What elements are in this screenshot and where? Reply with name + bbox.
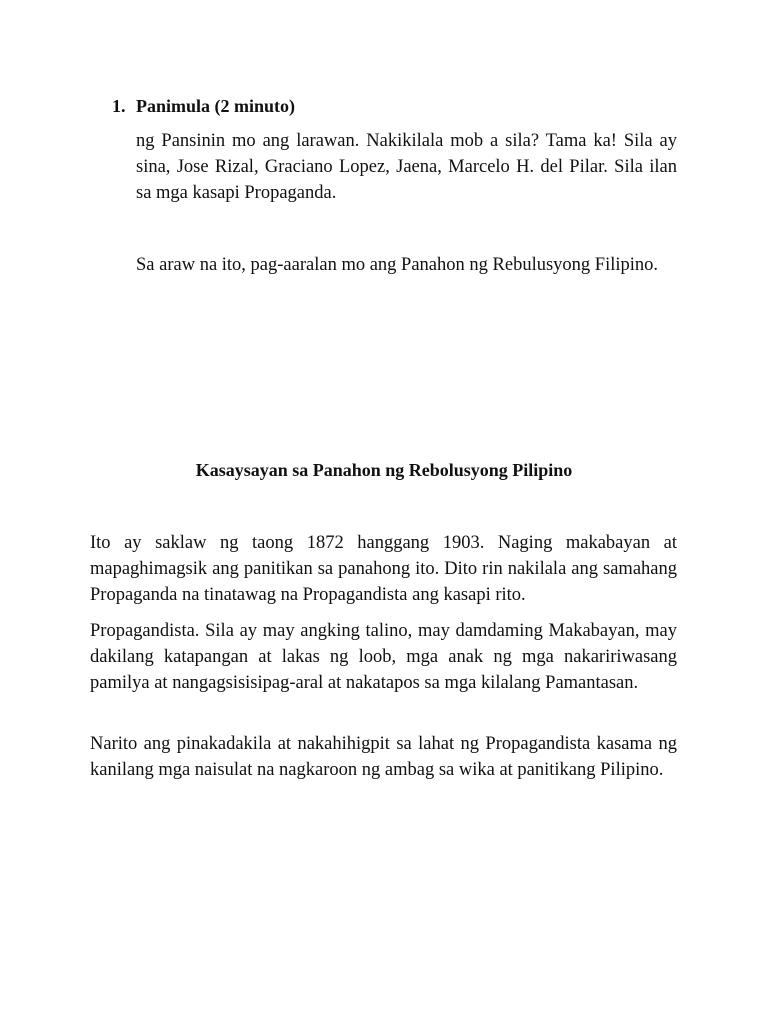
intro-paragraph-1: ng Pansinin mo ang larawan. Nakikilala mob a sila? Tama ka! Sila ay sina, Jose Rizal, Graciano Lopez, Jaena, Marcelo H. del Pilar. Sila ilan sa mga kasapi Propaganda. <box>136 131 677 203</box>
body-paragraph-2: Propagandista. Sila ay may angking talino, may damdaming Makabayan, may dakilang katapangan at lakas ng loob, mga anak ng mga nakaririwasang pamilya at nangagsisisipag-aral at nakatapos sa mga kilalang Pamantasan. <box>90 621 677 693</box>
page-title: Kasaysayan sa Panahon ng Rebolusyong Pilipino <box>195 460 573 480</box>
body-paragraph-3: Narito ang pinakadakila at nakahihigpit sa lahat ng Propagandista kasama ng kanilang mga naisulat na nagkaroon ng ambag sa wika at panitikang Pilipino. <box>90 734 677 780</box>
section-number: 1. <box>112 96 126 116</box>
section-title: Panimula (2 minuto) <box>136 96 296 116</box>
body-paragraph-1: Ito ay saklaw ng taong 1872 hanggang 1903. Naging makabayan at mapaghimagsik ang panitikan sa panahong ito. Dito rin nakilala ang samahang Propaganda na tinatawag na Propagandista ang kasapi rito. <box>90 533 677 605</box>
section-heading <box>112 94 295 118</box>
intro-paragraph-2: Sa araw na ito, pag-aaralan mo ang Panahon ng Rebulusyong Filipino. <box>136 255 659 275</box>
